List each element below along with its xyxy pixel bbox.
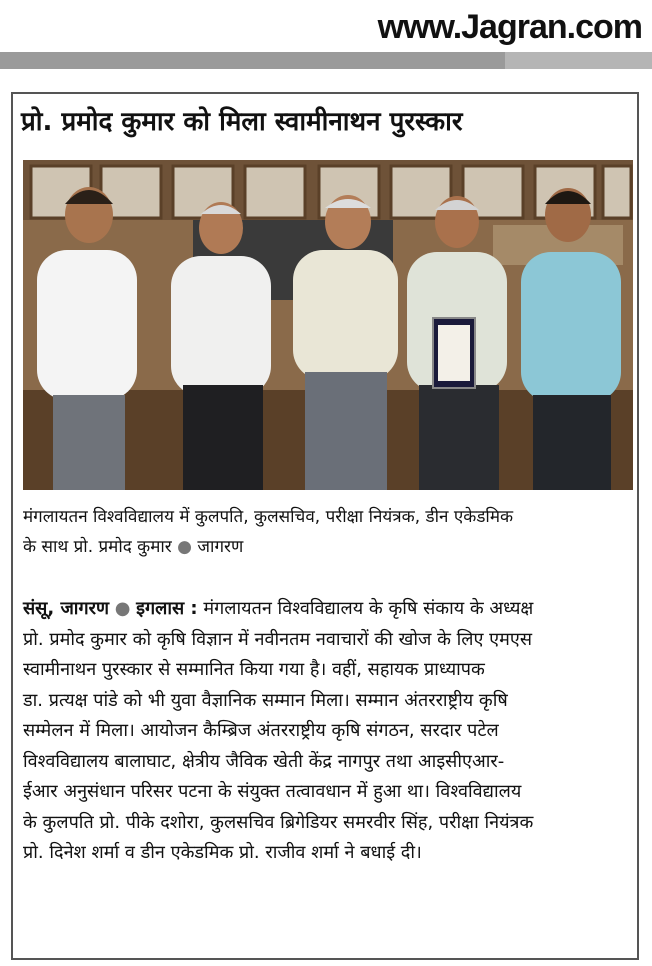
caption-credit: जागरण (197, 537, 244, 557)
body-line: के कुलपति प्रो. पीके दशोरा, कुलसचिव ब्रिगेडियर समरवीर सिंह, परीक्षा नियंत्रक (23, 811, 534, 833)
body-line: प्रो. दिनेश शर्मा व डीन एकेडमिक प्रो. राजीव शर्मा ने बधाई दी। (23, 842, 422, 863)
masthead-rule (0, 52, 652, 69)
masthead-url: www.Jagran.com (377, 8, 642, 46)
dateline-source: संसू, जागरण (23, 598, 109, 619)
article-body (23, 594, 633, 869)
body-line: प्रो. प्रमोद कुमार को कृषि विज्ञान में नवीनतम नवाचारों की खोज के लिए एमएस (23, 628, 533, 650)
body-line: ईआर अनुसंधान परिसर पटना के संयुक्त तत्वावधान में हुआ था। विश्वविद्यालय (23, 781, 522, 802)
body-line: सम्मेलन में मिला। आयोजन कैम्ब्रिज अंतरराष्ट्रीय कृषि संगठन, सरदार पटेल (23, 720, 499, 741)
dateline-place: इगलास : (136, 598, 198, 619)
caption-line: के साथ प्रो. प्रमोद कुमार ● जागरण (23, 537, 244, 557)
body-line: संसू, जागरण ● इगलास : मंगलायतन विश्वविद्यालय के कृषि संकाय के अध्यक्ष (23, 598, 534, 619)
news-clipping (11, 92, 639, 960)
caption-line: मंगलायतन विश्वविद्यालय में कुलपति, कुलसचिव, परीक्षा नियंत्रक, डीन एकेडमिक (23, 507, 514, 527)
body-line: डा. प्रत्यक्ष पांडे को भी युवा वैज्ञानिक सम्मान मिला। सम्मान अंतरराष्ट्रीय कृषि (23, 689, 508, 711)
body-line: विश्वविद्यालय बालाघाट, क्षेत्रीय जैविक खेती केंद्र नागपुर तथा आइसीएआर- (23, 750, 505, 772)
photo-caption (23, 502, 633, 562)
group-photo (23, 160, 633, 490)
headline: प्रो. प्रमोद कुमार को मिला स्वामीनाथन पुरस्कार (21, 107, 463, 137)
body-line: स्वामीनाथन पुरस्कार से सम्मानित किया गया है। वहीं, सहायक प्राध्यापक (23, 659, 485, 680)
bullet-dot-icon: ● (114, 598, 131, 619)
bullet-dot-icon: ● (177, 537, 193, 557)
